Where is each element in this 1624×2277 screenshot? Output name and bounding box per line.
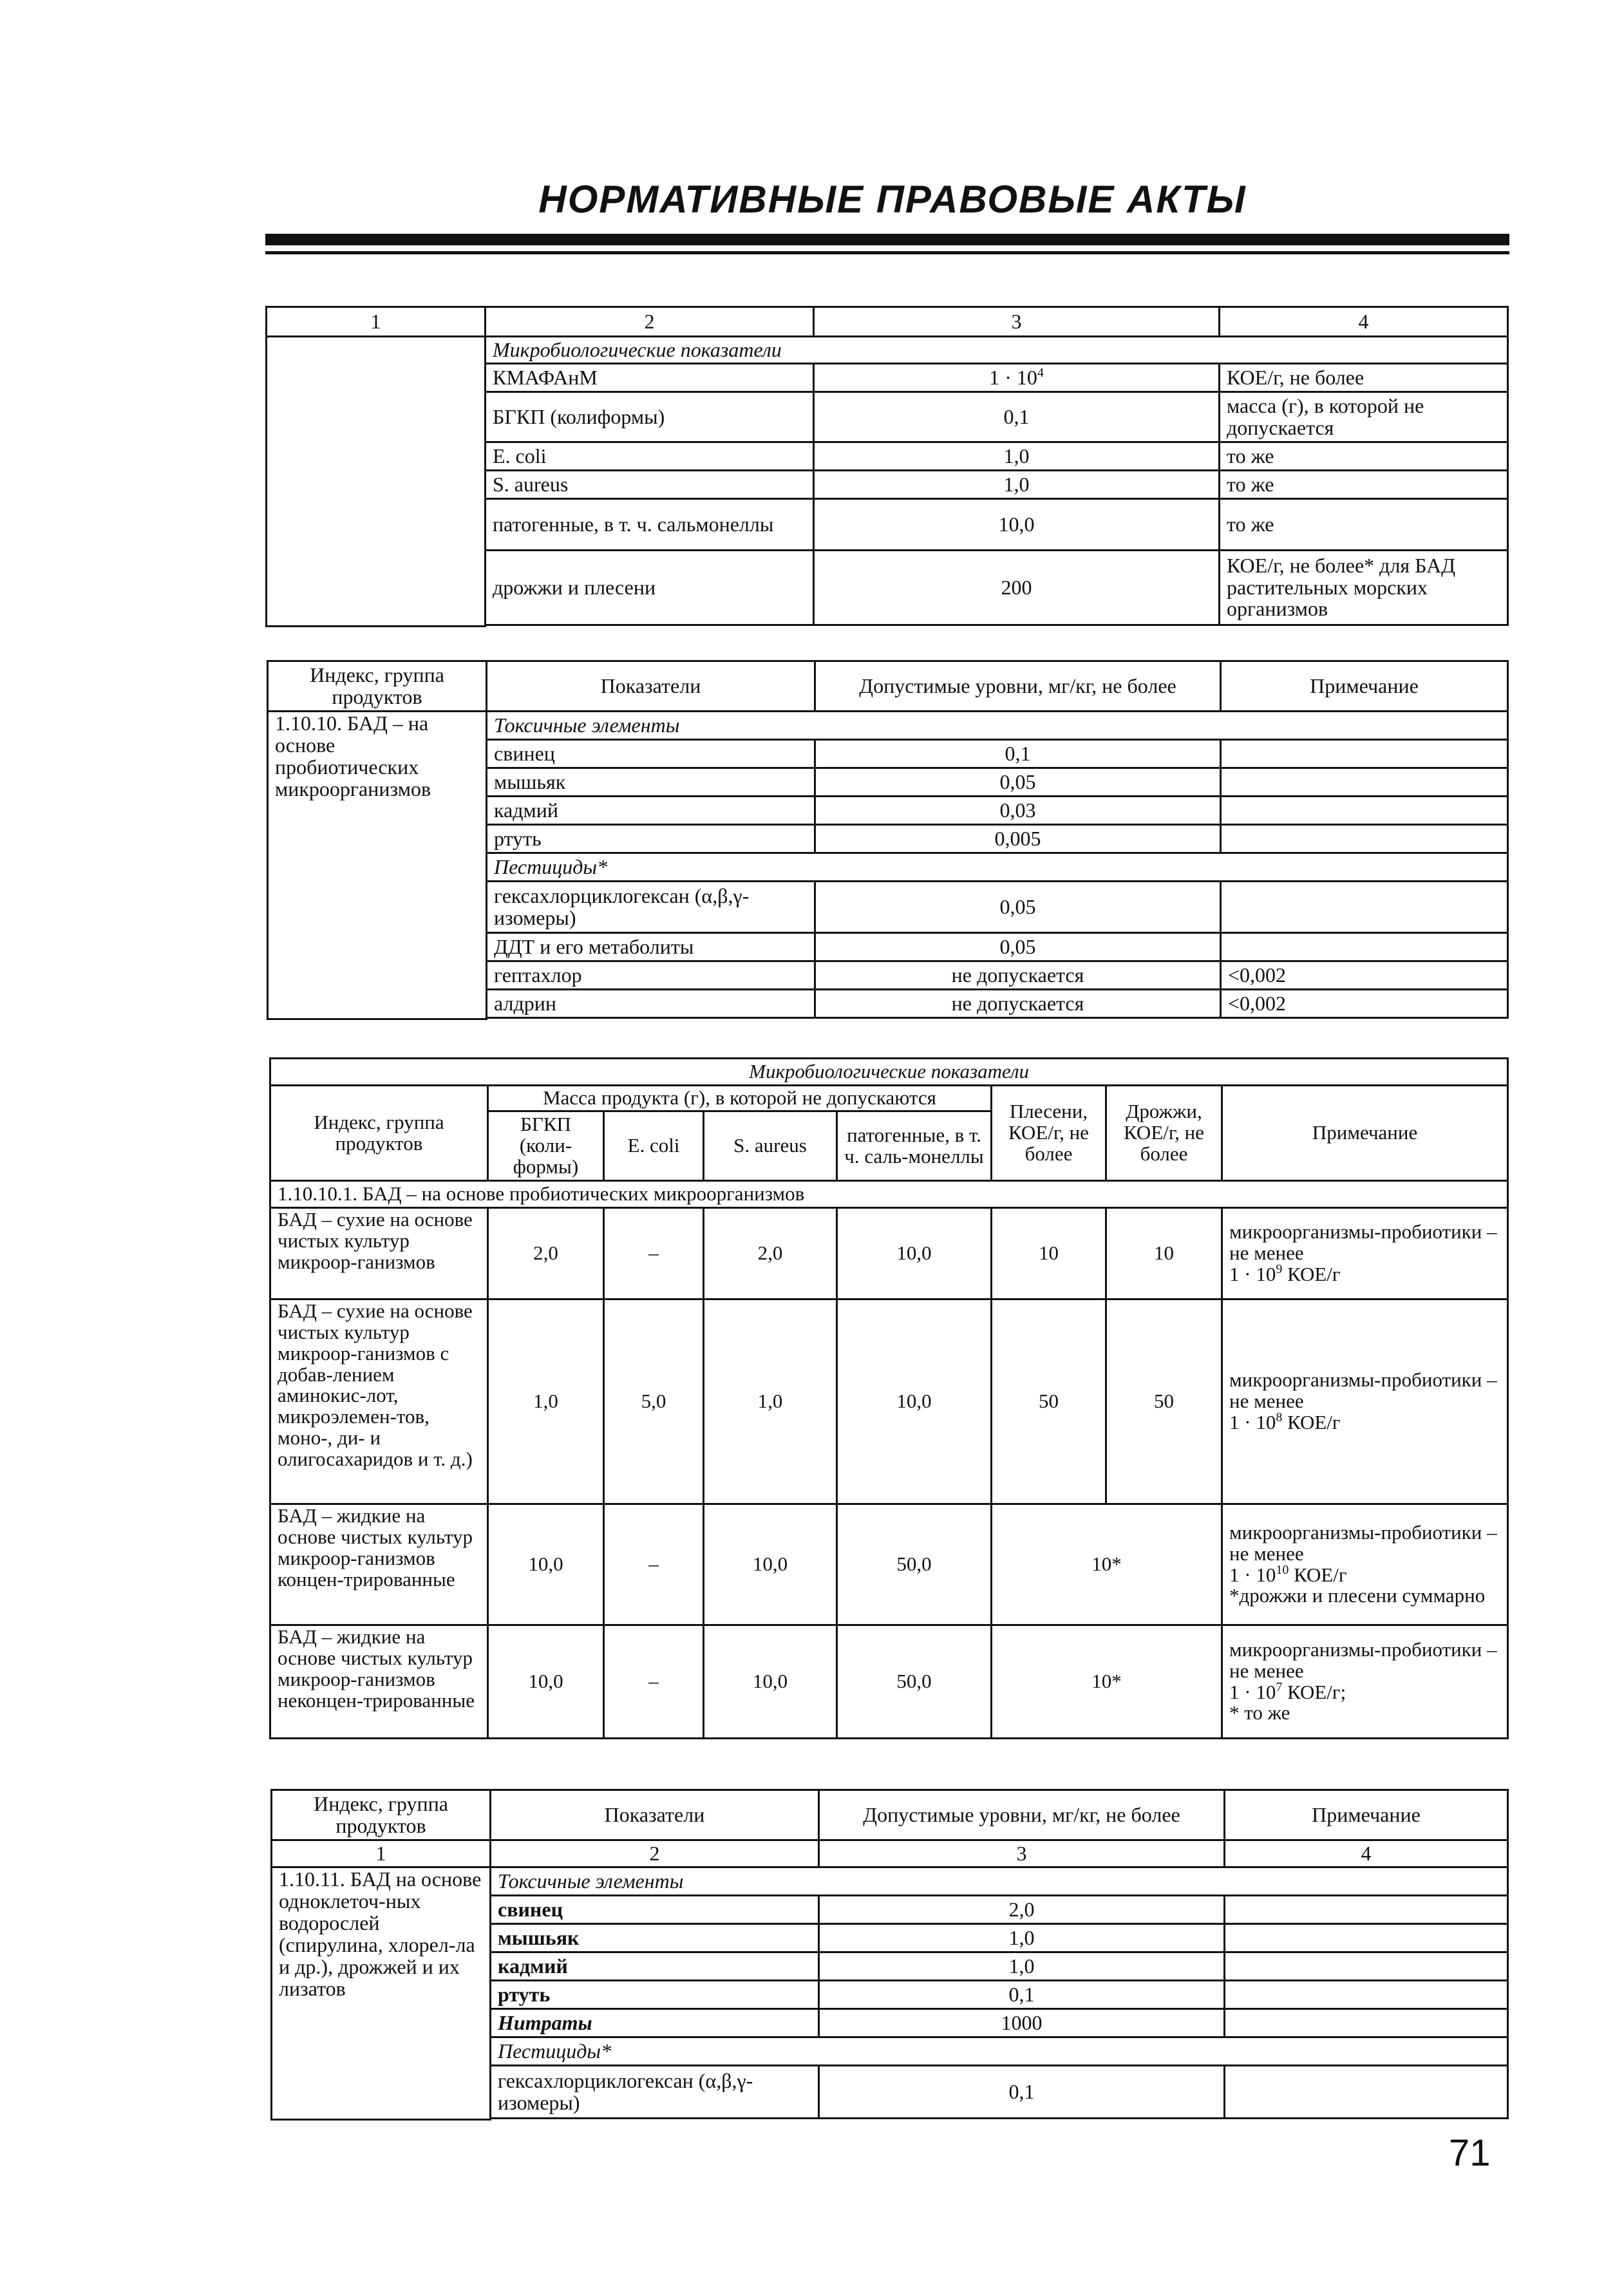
header-ecoli: E. coli — [604, 1111, 704, 1181]
header-index: Индекс, группа продуктов — [268, 661, 487, 712]
algae-yeast-contaminants-table — [270, 1789, 1509, 2121]
probiotics-contaminants-table — [267, 660, 1509, 1020]
indicator-value: не допускается — [815, 961, 1221, 990]
indicator-name: гексахлорциклогексан (α,β,γ-изомеры) — [487, 882, 815, 933]
value-pathogens: 10,0 — [837, 1208, 992, 1299]
header-indicators: Показатели — [491, 1790, 819, 1840]
indicator-value: 200 — [814, 551, 1220, 625]
value-bgkp: 2,0 — [488, 1208, 604, 1299]
indicator-value: $1 \cdot 10^4$ — [814, 364, 1220, 392]
indicator-note — [1221, 768, 1508, 797]
indicator-value: 0,05 — [815, 882, 1221, 933]
product-name: БАД – жидкие на основе чистых культур микроор-ганизмов неконцен-трированные — [270, 1625, 488, 1739]
col-number-4: 4 — [1220, 307, 1508, 337]
table-title: Микробиологические показатели — [270, 1059, 1508, 1086]
product-group: 1.10.10. БАД – на основе пробиотических микроорганизмов — [268, 712, 487, 1019]
indicator-name: мышьяк — [491, 1924, 819, 1952]
col-number-3: 3 — [814, 307, 1220, 337]
page-number: 71 — [1449, 2132, 1491, 2174]
header-row — [270, 1086, 1508, 1111]
indicator-name: Нитраты — [491, 2009, 819, 2037]
header-row — [272, 1790, 1508, 1840]
section-label: Микробиологические показатели — [486, 337, 1508, 364]
header-rule-thick — [265, 234, 1509, 245]
section-toxic: Токсичные элементы — [491, 1867, 1508, 1896]
header-levels: Допустимые уровни, мг/кг, не более — [815, 661, 1221, 712]
section-pesticides: Пестициды* — [491, 2037, 1508, 2066]
indicator-note — [1221, 933, 1508, 961]
product-name: БАД – сухие на основе чистых культур микроор-ганизмов с добав-лением аминокис-лот, микроэлемен-тов, моно-, ди- и олигосахаридов и т. д.) — [270, 1299, 488, 1504]
indicator-note — [1225, 1981, 1508, 2009]
indicator-name: мышьяк — [487, 768, 815, 797]
indicator-value: 1,0 — [819, 1952, 1225, 1981]
indicator-note — [1225, 2009, 1508, 2037]
header-levels: Допустимые уровни, мг/кг, не более — [819, 1790, 1225, 1840]
indicator-name: алдрин — [487, 990, 815, 1018]
indicator-note: <0,002 — [1221, 961, 1508, 990]
product-group: 1.10.11. БАД на основе одноклеточ-ных водорослей (спирулина, хлорел-ла и др.), дрожжей и их лизатов — [272, 1867, 491, 2120]
indicator-note — [1225, 1896, 1508, 1924]
probiotics-microbiology-table — [269, 1057, 1509, 1739]
col-number-1: 1 — [272, 1840, 491, 1867]
product-name: БАД – жидкие на основе чистых культур микроор-ганизмов концен-трированные — [270, 1504, 488, 1625]
index-cell-empty — [267, 337, 486, 627]
indicator-value: 0,05 — [815, 933, 1221, 961]
indicator-note: то же — [1220, 499, 1508, 551]
indicator-note — [1221, 797, 1508, 825]
indicator-value: 0,1 — [819, 2066, 1225, 2119]
value-ecoli: 5,0 — [604, 1299, 704, 1504]
indicator-note — [1221, 740, 1508, 768]
indicator-name: ртуть — [487, 825, 815, 853]
header-note: Примечание — [1221, 661, 1508, 712]
microbiology-table-continued — [265, 306, 1509, 627]
indicator-note: КОЕ/г, не более — [1220, 364, 1508, 392]
value-pathogens: 50,0 — [837, 1625, 992, 1739]
indicator-value: 0,1 — [814, 392, 1220, 442]
indicator-name: ртуть — [491, 1981, 819, 2009]
table-row — [270, 1625, 1508, 1739]
value-saureus: 10,0 — [704, 1504, 837, 1625]
table-row — [270, 1299, 1508, 1504]
header-pathogens: патогенные, в т. ч. саль-монеллы — [837, 1111, 992, 1181]
indicator-note — [1225, 1952, 1508, 1981]
header-yeasts: Дрожжи, КОЕ/г, не более — [1106, 1086, 1222, 1181]
indicator-name: гептахлор — [487, 961, 815, 990]
product-name: БАД – сухие на основе чистых культур микроор-ганизмов — [270, 1208, 488, 1299]
indicator-value: 0,05 — [815, 768, 1221, 797]
value-pathogens: 50,0 — [837, 1504, 992, 1625]
indicator-value: не допускается — [815, 990, 1221, 1018]
value-bgkp: 10,0 — [488, 1625, 604, 1739]
indicator-note: то же — [1220, 471, 1508, 499]
indicator-value: 0,03 — [815, 797, 1221, 825]
indicator-note: <0,002 — [1221, 990, 1508, 1018]
header-row — [268, 661, 1508, 712]
header-index: Индекс, группа продуктов — [272, 1790, 491, 1840]
value-bgkp: 1,0 — [488, 1299, 604, 1504]
col-number-1: 1 — [267, 307, 486, 337]
indicator-note — [1225, 2066, 1508, 2119]
value-molds: 10 — [992, 1208, 1106, 1299]
product-group: 1.10.10.1. БАД – на основе пробиотических микроорганизмов — [270, 1181, 1508, 1208]
value-ecoli: – — [604, 1504, 704, 1625]
indicator-name: БГКП (колиформы) — [486, 392, 814, 442]
page-header-title: НОРМАТИВНЫЕ ПРАВОВЫЕ АКТЫ — [538, 178, 1247, 221]
value-saureus: 10,0 — [704, 1625, 837, 1739]
header-indicators: Показатели — [487, 661, 815, 712]
header-molds: Плесени, КОЕ/г, не более — [992, 1086, 1106, 1181]
header-mass: Масса продукта (г), в которой не допускаются — [488, 1086, 992, 1111]
column-number-row — [272, 1840, 1508, 1867]
indicator-value: 1,0 — [814, 471, 1220, 499]
header-rule-thin — [265, 251, 1509, 254]
indicator-note: то же — [1220, 442, 1508, 471]
indicator-name: кадмий — [491, 1952, 819, 1981]
header-note: Примечание — [1222, 1086, 1508, 1181]
indicator-value: 1,0 — [819, 1924, 1225, 1952]
indicator-name: E. coli — [486, 442, 814, 471]
header-index: Индекс, группа продуктов — [270, 1086, 488, 1181]
col-number-4: 4 — [1225, 1840, 1508, 1867]
indicator-value: 0,1 — [819, 1981, 1225, 2009]
column-number-row — [267, 307, 1508, 337]
value-ecoli: – — [604, 1208, 704, 1299]
row-note: микроорганизмы-пробиотики – не менее $1 \cdot 10^8$ КОЕ/г — [1222, 1299, 1508, 1504]
indicator-name: дрожжи и плесени — [486, 551, 814, 625]
indicator-note: масса (г), в которой не допускается — [1220, 392, 1508, 442]
table-row — [270, 1504, 1508, 1625]
indicator-name: патогенные, в т. ч. сальмонеллы — [486, 499, 814, 551]
indicator-name: ДДТ и его метаболиты — [487, 933, 815, 961]
indicator-value: 10,0 — [814, 499, 1220, 551]
row-note: микроорганизмы-пробиотики – не менее $1 \cdot 10^7$ КОЕ/г; * то же — [1222, 1625, 1508, 1739]
indicator-note — [1221, 882, 1508, 933]
indicator-value: 1000 — [819, 2009, 1225, 2037]
indicator-name: S. aureus — [486, 471, 814, 499]
value-ecoli: – — [604, 1625, 704, 1739]
col-number-2: 2 — [491, 1840, 819, 1867]
value-yeasts: 50 — [1106, 1299, 1222, 1504]
value-molds-yeasts: 10* — [992, 1625, 1222, 1739]
indicator-note: КОЕ/г, не более* для БАД растительных морских организмов — [1220, 551, 1508, 625]
row-note: микроорганизмы-пробиотики – не менее $1 \cdot 10^9$ КОЕ/г — [1222, 1208, 1508, 1299]
indicator-name: свинец — [491, 1896, 819, 1924]
value-yeasts: 10 — [1106, 1208, 1222, 1299]
header-note: Примечание — [1225, 1790, 1508, 1840]
section-toxic: Токсичные элементы — [487, 712, 1508, 740]
value-molds-yeasts: 10* — [992, 1504, 1222, 1625]
row-note: микроорганизмы-пробиотики – не менее $1 \cdot 10^{10}$ КОЕ/г *дрожжи и плесени суммарно — [1222, 1504, 1508, 1625]
value-saureus: 2,0 — [704, 1208, 837, 1299]
header-bgkp: БГКП (коли-формы) — [488, 1111, 604, 1181]
value-pathogens: 10,0 — [837, 1299, 992, 1504]
value-bgkp: 10,0 — [488, 1504, 604, 1625]
value-saureus: 1,0 — [704, 1299, 837, 1504]
indicator-value: 0,1 — [815, 740, 1221, 768]
col-number-2: 2 — [486, 307, 814, 337]
indicator-note — [1221, 825, 1508, 853]
indicator-name: КМАФАнМ — [486, 364, 814, 392]
indicator-name: кадмий — [487, 797, 815, 825]
value-molds: 50 — [992, 1299, 1106, 1504]
indicator-value: 2,0 — [819, 1896, 1225, 1924]
indicator-value: 0,005 — [815, 825, 1221, 853]
section-pesticides: Пестициды* — [487, 853, 1508, 882]
indicator-name: свинец — [487, 740, 815, 768]
indicator-note — [1225, 1924, 1508, 1952]
table-row — [270, 1208, 1508, 1299]
col-number-3: 3 — [819, 1840, 1225, 1867]
indicator-value: 1,0 — [814, 442, 1220, 471]
header-saureus: S. aureus — [704, 1111, 837, 1181]
indicator-name: гексахлорциклогексан (α,β,γ-изомеры) — [491, 2066, 819, 2119]
